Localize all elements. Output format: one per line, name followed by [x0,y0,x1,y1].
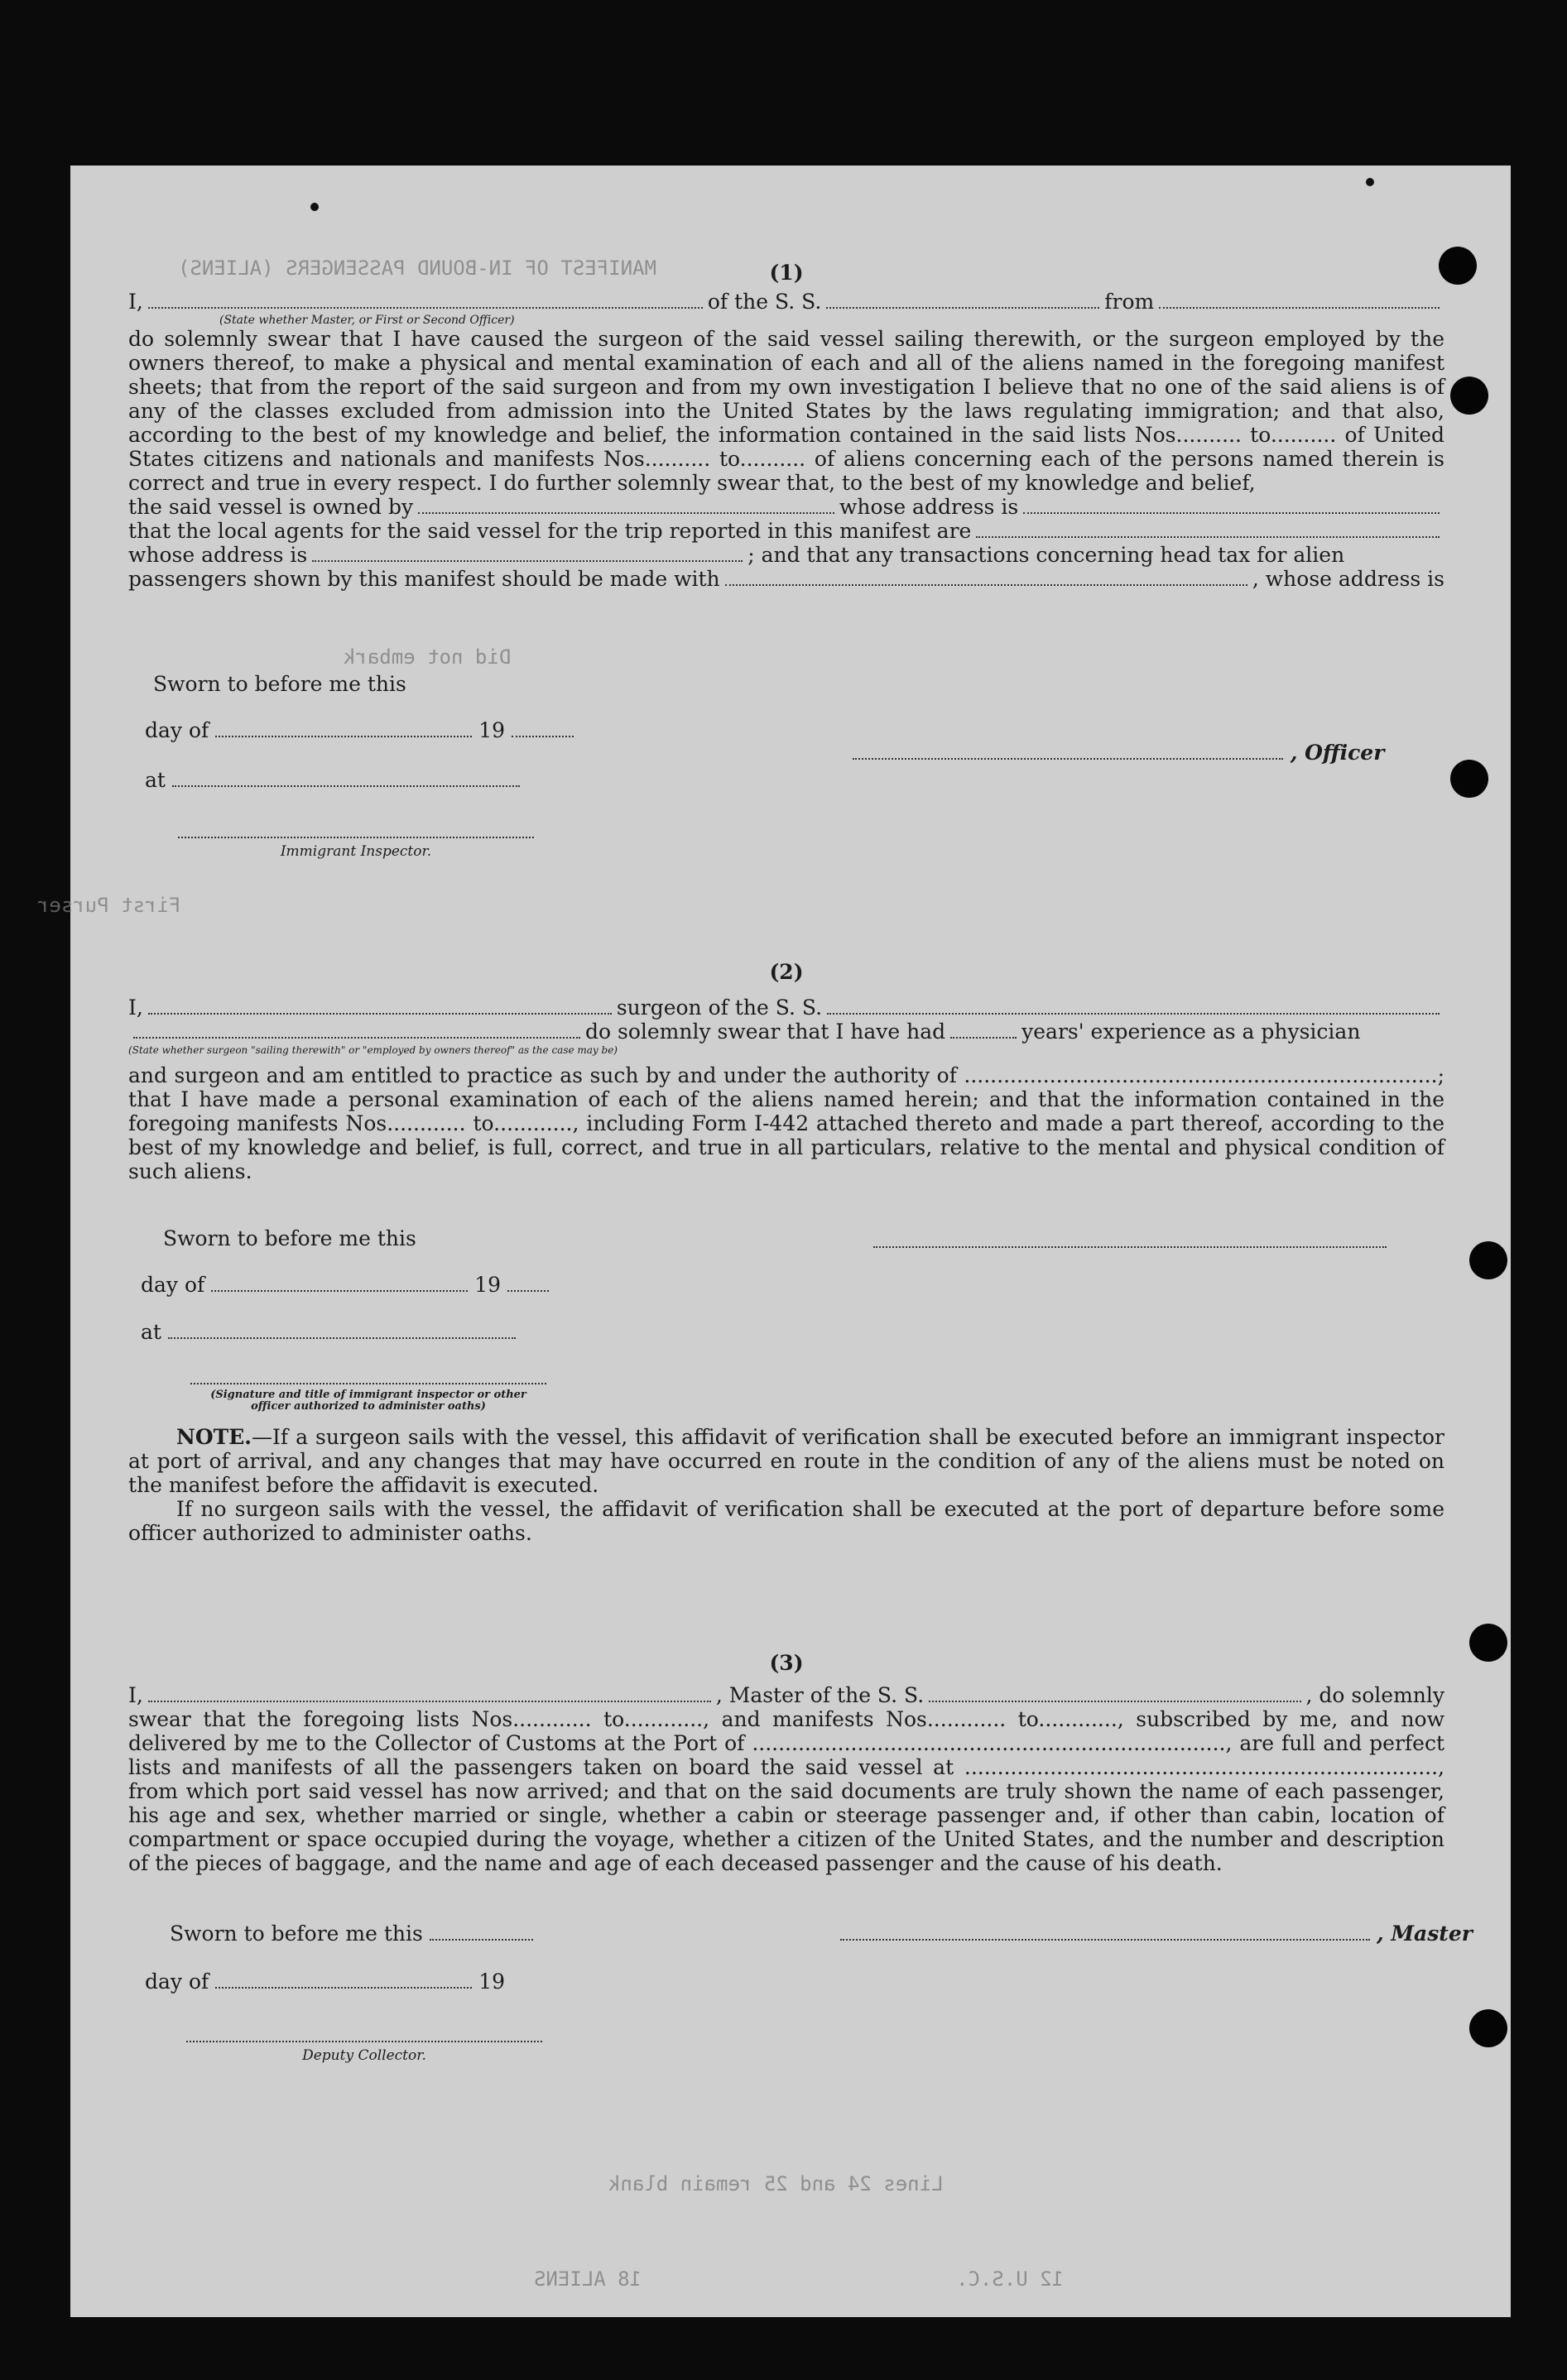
inspector-signature-line [178,819,534,860]
master-name-field [148,1684,711,1702]
day-field [215,736,472,737]
at-row [145,768,520,792]
day-of-row [145,718,574,742]
agents-address-label: whose address is [128,543,308,567]
agents-label: that the local agents for the said vessel for the trip reported in this manifest are [128,519,972,543]
binder-hole [1469,1241,1507,1279]
surgeon-signature-field [873,1246,1387,1248]
inspector-caption: Immigrant Inspector. [280,843,432,860]
sworn-row [170,1922,533,1946]
bleed-through-text: Did not embark [344,645,512,669]
vessel-name-field [827,996,1440,1015]
sworn-label: Sworn to before me this [170,1922,423,1946]
at-field [168,1337,516,1339]
section-number: (3) [769,1651,804,1675]
year-field [507,1290,549,1292]
binder-hole [1469,1624,1507,1662]
head-tax-text: ; and that any transactions concerning head tax for alien [747,543,1345,567]
from-port-field [1159,290,1440,309]
vessel-name-field [826,290,1099,309]
day-field [215,1987,472,1989]
section-number: (1) [769,261,804,285]
binder-hole [1469,2009,1507,2047]
pronoun: I, [128,290,143,314]
day-of-row [145,1970,505,1994]
section-1-master-oath [128,261,1444,591]
note-text: —If a surgeon sails with the vessel, this affidavit of verification shall be executed before an immigrant inspector at port of arrival, and any changes that may have occurred en route in the condition of any of the aliens must be noted on the manifest before the affidavit is executed. [128,1425,1444,1497]
surgeon-note [128,1425,1444,1545]
oath-body: and surgeon and am entitled to practice as such by and under the authority of ........................................................................; that I have made a personal examination of each of the aliens named herein; and that the information contained in the foregoing manifests Nos............ to............, including Form I-442 attached thereto and made a part thereof, according to the best of my knowledge and belief, is full, correct, and true in all particulars, relative to the mental and physical condition of such aliens. [128,1063,1444,1183]
owner-address-label: whose address is [839,495,1019,519]
vessel-label: of the S. S. [707,290,822,314]
section-number: (2) [769,960,804,984]
vessel-label: surgeon of the S. S. [616,996,823,1020]
passengers-field [725,568,1247,586]
agents-address-field [312,544,743,562]
at-field [172,785,520,787]
signature-field [186,2034,542,2042]
collector-caption: Deputy Collector. [302,2047,426,2064]
from-label: from [1104,290,1155,314]
master-signature-field [840,1939,1370,1941]
note-label: NOTE. [176,1425,252,1449]
section-3-master-verification [128,1651,1444,1875]
inspector-signature-line [190,1365,546,1413]
owner-address-field [1023,496,1440,514]
sworn-field [430,1939,533,1941]
section-2-surgeon-oath [128,960,1444,1183]
bleed-through-text: 12 U.S.C. [956,2267,1065,2291]
oath-body: do solemnly swear that I have caused the surgeon of the said vessel sailing therewith, or the surgeon employed by the owners thereof, to make a physical and mental examination of each and all of the aliens named in the foregoing manifest sheets; that from the report of the said surgeon and from my own investigation I believe that no one of the said aliens is of any of the classes excluded from admission into the United States by the laws regulating immigration; and that also, according to the best of my knowledge and belief, the information contained in the said lists Nos.......... to.......... of United States citizens and nationals and manifests Nos.......... to.......... of aliens concerning each of the persons named therein is correct and true in every respect. I do further solemnly swear that, to the best of my knowledge and belief, [128,327,1444,495]
day-field [211,1290,468,1292]
master-label: , Master of the S. S. [715,1683,925,1707]
speck [1366,178,1374,186]
surgeon-signature-line [873,1229,1387,1253]
binder-hole [1439,247,1477,285]
swear-text: do solemnly swear that I have had [585,1020,946,1044]
agents-field [976,520,1440,538]
year-label: 19 [474,1273,502,1297]
oath-body: swear that the foregoing lists Nos............ to............, and manifests Nos............ to............, subscribed by me, and now delivered by me to the Collector of Customs at the Port of ........................................................................, are full and perfect lists and manifests of all the passengers taken on board the said vessel at ........................................................................, from which port said vessel has now arrived; and that on the said documents are truly shown the name of each passenger, his age and sex, whether married or single, whether a cabin or steerage passenger and, if other than cabin, location of compartment or space occupied during the voyage, whether a citizen of the United States, and the number and description of the pieces of baggage, and the name and age of each deceased passenger and the cause of his death. [128,1707,1444,1875]
years-field [950,1020,1017,1039]
officer-signature-line [853,741,1428,765]
passengers-address-label: , whose address is [1252,567,1444,591]
year-field [512,736,574,737]
form-sheet [37,166,1511,2317]
bleed-through-header: MANIFEST OF IN-BOUND PASSENGERS (ALIENS) [178,257,656,280]
years-text: years' experience as a physician [1021,1020,1361,1044]
signature-field [190,1376,546,1384]
passengers-label: passengers shown by this manifest should be made with [128,567,720,591]
master-label: , Master [1376,1922,1473,1946]
solemnly-text: , do solemnly [1305,1683,1444,1707]
at-label: at [145,768,166,792]
note-text-2: If no surgeon sails with the vessel, the affidavit of verification shall be executed at the port of departure before some officer authorized to administer oaths. [128,1497,1444,1545]
sworn-label: Sworn to before me this [163,1226,416,1250]
bleed-through-text: Lines 24 and 25 remain blank [608,2172,944,2195]
at-row [141,1320,516,1344]
inspector-caption: (Signature and title of immigrant inspector or other officer authorized to administer oaths) [210,1389,526,1413]
year-label: 19 [478,718,506,742]
day-of-label: day of [145,718,209,742]
pronoun: I, [128,1683,143,1707]
year-label: 19 [478,1970,506,1994]
surgeon-name-field [148,996,612,1015]
collector-signature-line [186,2023,542,2064]
day-of-row [141,1273,549,1297]
officer-label: , Officer [1290,741,1385,765]
owner-field [418,496,834,514]
signature-field [178,830,534,838]
day-of-label: day of [145,1970,209,1994]
speck [310,203,319,211]
sworn-label: Sworn to before me this [153,672,406,696]
surgeon-status-field [133,1020,580,1039]
caption: (State whether Master, or First or Second Officer) [219,314,515,327]
binder-hole [1450,760,1488,798]
binder-hole [1450,377,1488,415]
pronoun: I, [128,996,143,1020]
day-of-label: day of [141,1273,205,1297]
master-signature-line [840,1922,1473,1946]
vessel-name-field [929,1684,1300,1702]
at-label: at [141,1320,161,1344]
officer-signature-field [853,758,1283,760]
bleed-through-text: 18 ALIENS [534,2267,642,2291]
note-row [128,1425,1444,1497]
caption: (State whether surgeon "sailing therewith" or "employed by owners thereof" as the case may be) [128,1044,618,1056]
owned-by-label: the said vessel is owned by [128,495,414,519]
bleed-through-text: First Purser [37,894,181,917]
officer-name-field [148,290,703,309]
